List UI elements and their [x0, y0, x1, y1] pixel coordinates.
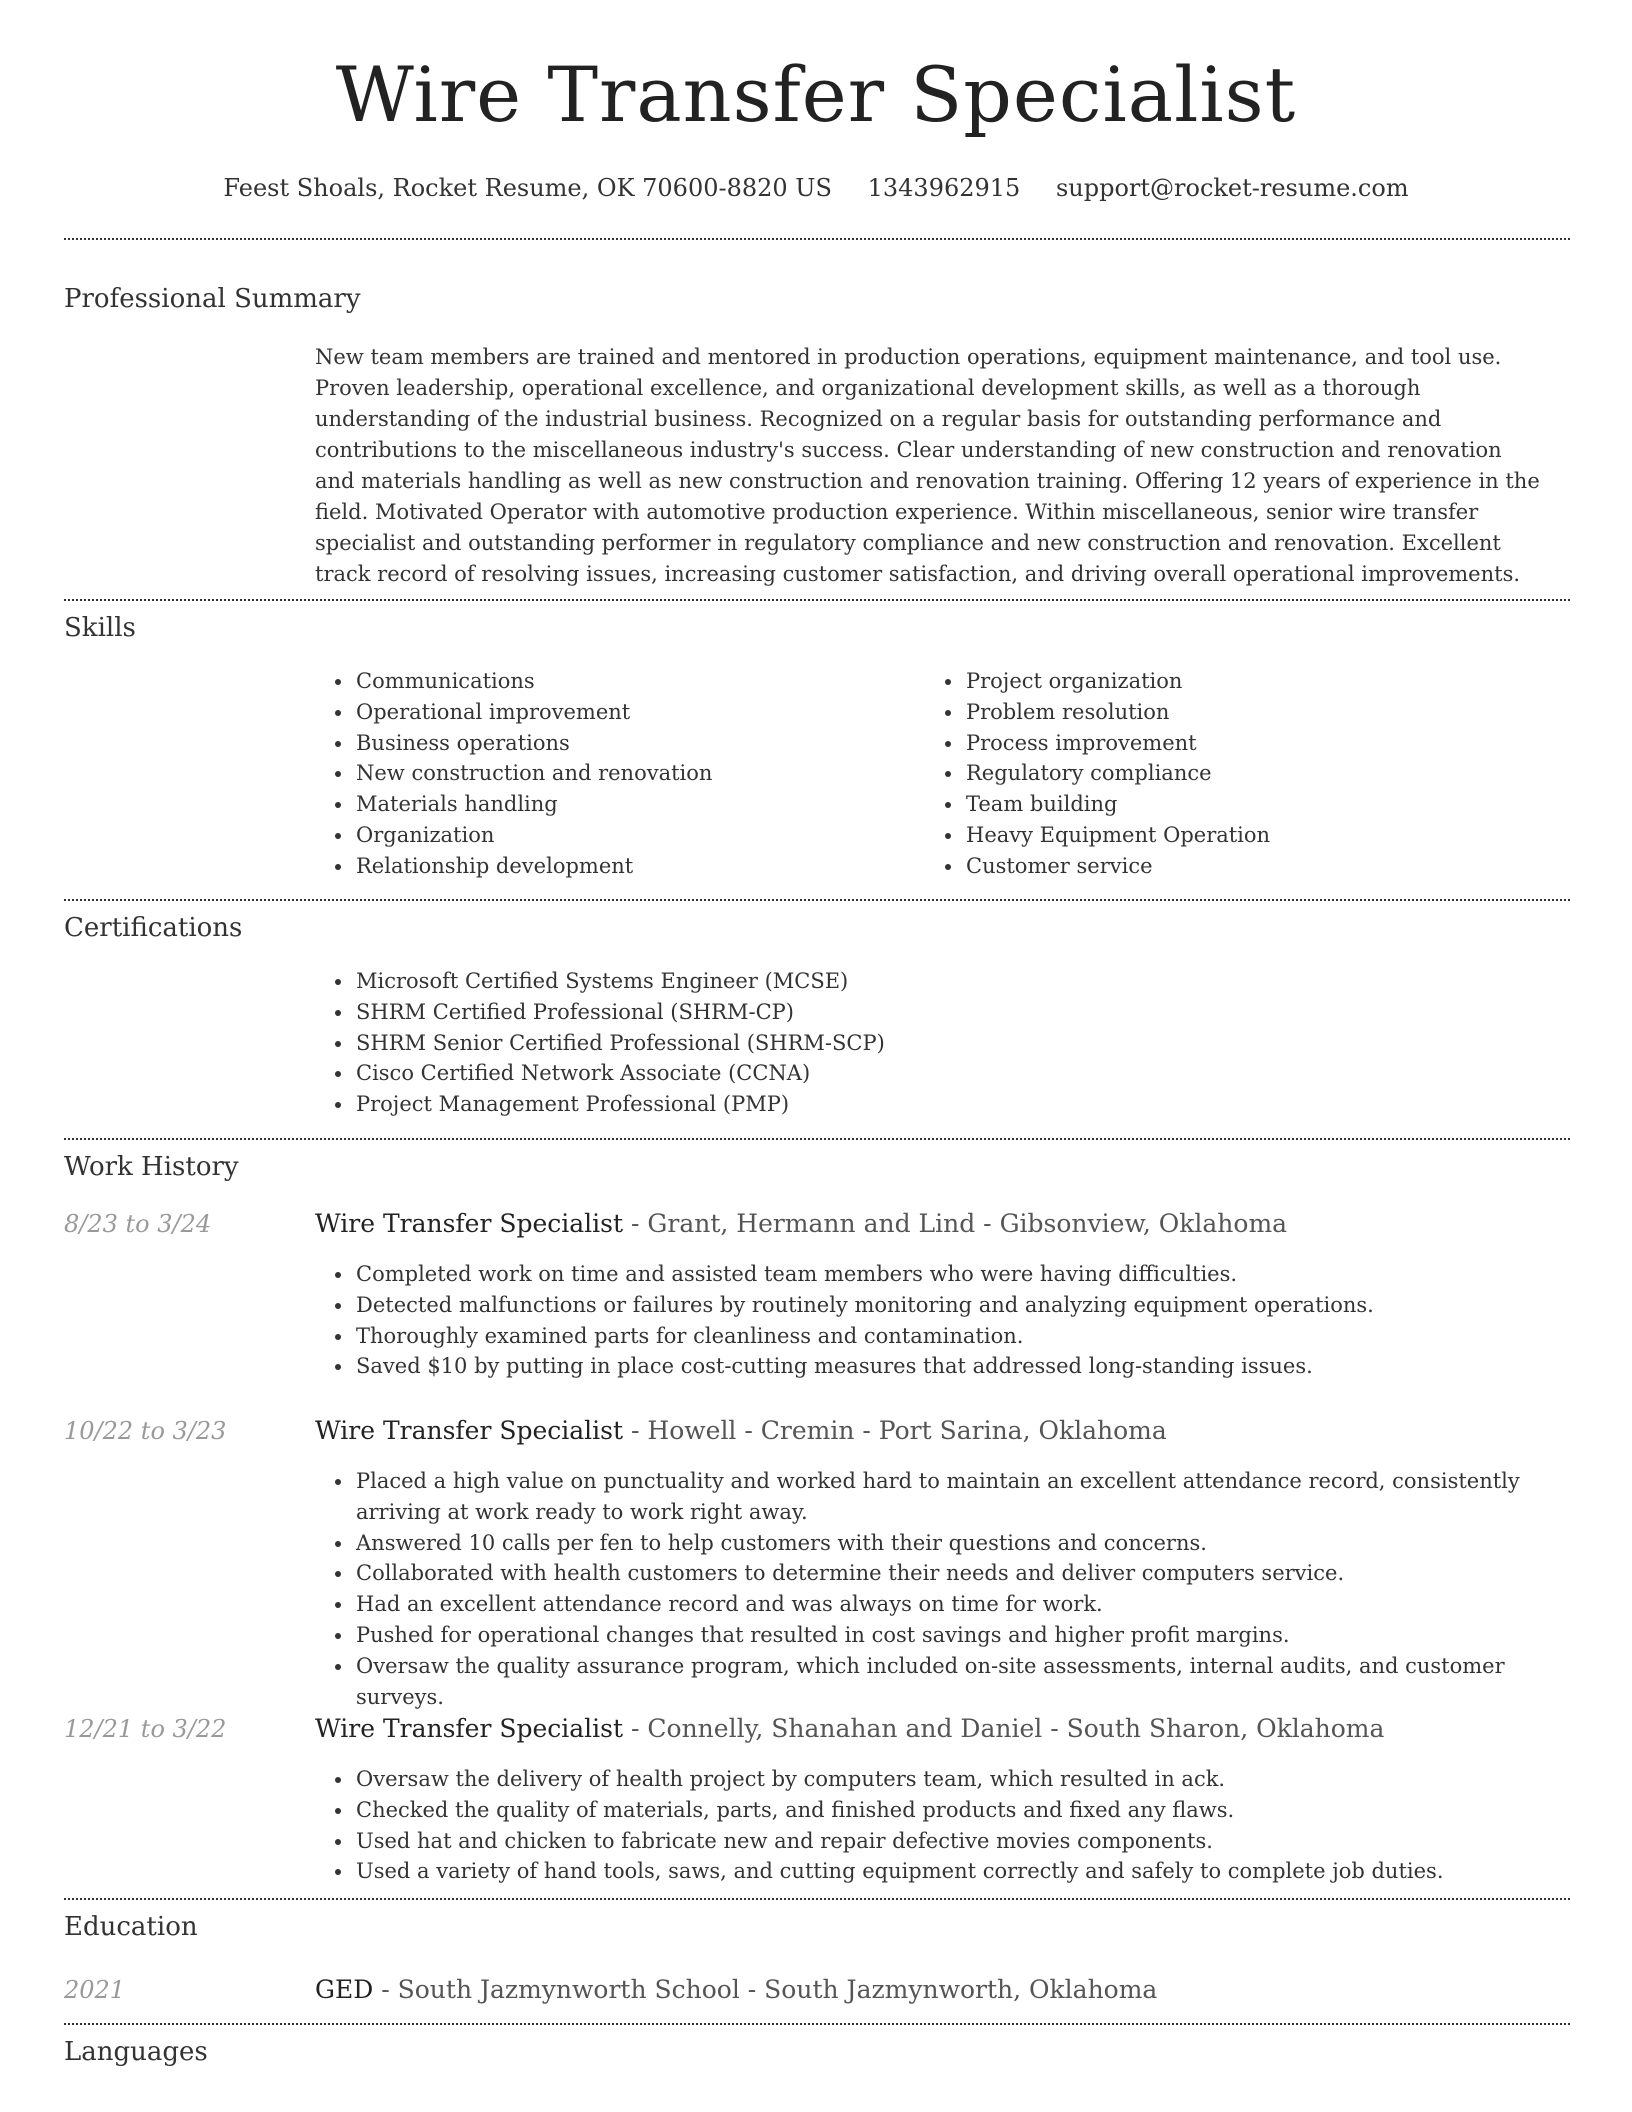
skill-item: • Materials handling	[354, 789, 914, 820]
job-bullet: • Placed a high value on punctuality and worked hard to maintain an excellent attendance record, consistently arriving at work ready to work right away.	[354, 1466, 1584, 1528]
skill-item: • Project organization	[964, 666, 1564, 697]
job-bullet: • Oversaw the quality assurance program, which included on-site assessments, internal audits, and customer surveys.	[354, 1651, 1584, 1713]
certifications-list	[310, 966, 1554, 1120]
contact-email: support@rocket-resume.com	[1055, 174, 1409, 202]
job-employer: - Connelly, Shanahan and Daniel - South Sharon, Oklahoma	[631, 1714, 1385, 1743]
summary-text: New team members are trained and mentored in production operations, equipment maintenance, and tool use. Proven leadership, operational excellence, and organizational development skills, as well as a thorough understanding of the industrial business. Recognized on a regular basis for outstanding performance and contributions to the miscellaneous industry's success. Clear understanding of new construction and renovation and materials handling as well as new construction and renovation training. Offering 12 years of experience in the field. Motivated Operator with automotive production experience. Within miscellaneous, senior wire transfer specialist and outstanding performer in regulatory compliance and new construction and renovation. Excellent track record of resolving issues, increasing customer satisfaction, and driving overall operational improvements.	[315, 345, 1540, 586]
job-bullet: • Completed work on time and assisted team members who were having difficulties.	[354, 1259, 1584, 1290]
skill-item: • Business operations	[354, 728, 914, 759]
certification-item: • Project Management Professional (PMP)	[354, 1089, 1554, 1120]
job-title-line	[315, 1415, 1167, 1447]
job-employer: - Howell - Cremin - Port Sarina, Oklahoma	[631, 1416, 1167, 1445]
job-bullet: • Used a variety of hand tools, saws, and cutting equipment correctly and safely to complete job duties.	[354, 1856, 1584, 1887]
divider	[64, 238, 1570, 240]
skill-item: • Customer service	[964, 851, 1564, 882]
skill-item: • Relationship development	[354, 851, 914, 882]
skill-item: • Organization	[354, 820, 914, 851]
job-title-line	[315, 1713, 1384, 1745]
job-title: Wire Transfer Specialist	[315, 1714, 624, 1743]
contact-phone: 1343962915	[867, 174, 1021, 202]
summary-heading: Professional Summary	[64, 284, 361, 314]
skills-heading: Skills	[64, 613, 136, 643]
skills-list-right	[920, 666, 1564, 882]
job-bullet: • Used hat and chicken to fabricate new and repair defective movies components.	[354, 1826, 1584, 1857]
divider	[64, 599, 1570, 601]
languages-heading: Languages	[64, 2037, 208, 2067]
contact-line	[0, 172, 1632, 204]
job-bullet: • Saved $10 by putting in place cost-cutting measures that addressed long-standing issues.	[354, 1351, 1584, 1382]
skill-item: • Problem resolution	[964, 697, 1564, 728]
job-bullet: • Checked the quality of materials, parts, and finished products and fixed any flaws.	[354, 1795, 1584, 1826]
skill-item: • Process improvement	[964, 728, 1564, 759]
education-degree: GED	[315, 1975, 374, 2004]
job-title-line	[315, 1208, 1287, 1240]
job-bullet: • Pushed for operational changes that resulted in cost savings and higher profit margins.	[354, 1620, 1584, 1651]
skill-item: • New construction and renovation	[354, 758, 914, 789]
skill-item: • Operational improvement	[354, 697, 914, 728]
certification-item: • Microsoft Certified Systems Engineer (MCSE)	[354, 966, 1554, 997]
job-bullets	[310, 1764, 1584, 1887]
contact-address: Feest Shoals, Rocket Resume, OK 70600-8820 US	[223, 174, 832, 202]
job-dates: 8/23 to 3/24	[64, 1210, 212, 1238]
job-title: Wire Transfer Specialist	[315, 1209, 624, 1238]
job-bullet: • Oversaw the delivery of health project by computers team, which resulted in ack.	[354, 1764, 1584, 1795]
divider	[64, 1898, 1570, 1900]
job-bullet: • Detected malfunctions or failures by routinely monitoring and analyzing equipment operations.	[354, 1290, 1584, 1321]
job-bullets	[310, 1259, 1584, 1382]
education-line	[315, 1974, 1157, 2006]
job-bullet: • Had an excellent attendance record and was always on time for work.	[354, 1589, 1584, 1620]
certification-item: • SHRM Senior Certified Professional (SHRM-SCP)	[354, 1028, 1554, 1059]
work-history-heading: Work History	[64, 1152, 239, 1182]
job-employer: - Grant, Hermann and Lind - Gibsonview, Oklahoma	[631, 1209, 1288, 1238]
job-title: Wire Transfer Specialist	[315, 1416, 624, 1445]
divider	[64, 2023, 1570, 2025]
certification-item: • Cisco Certified Network Associate (CCNA)	[354, 1058, 1554, 1089]
divider	[64, 899, 1570, 901]
skill-item: • Heavy Equipment Operation	[964, 820, 1564, 851]
job-bullet: • Thoroughly examined parts for cleanliness and contamination.	[354, 1321, 1584, 1352]
job-bullets	[310, 1466, 1584, 1712]
resume-name: Wire Transfer Specialist	[335, 50, 1297, 139]
divider	[64, 1138, 1570, 1140]
job-dates: 10/22 to 3/23	[64, 1417, 227, 1445]
education-school: - South Jazmynworth School - South Jazmynworth, Oklahoma	[381, 1975, 1158, 2004]
certification-item: • SHRM Certified Professional (SHRM-CP)	[354, 997, 1554, 1028]
education-year: 2021	[64, 1976, 126, 2004]
certifications-heading: Certifications	[64, 913, 243, 943]
education-heading: Education	[64, 1912, 198, 1942]
skill-item: • Communications	[354, 666, 914, 697]
job-bullet: • Collaborated with health customers to determine their needs and deliver computers service.	[354, 1558, 1584, 1589]
job-bullet: • Answered 10 calls per fen to help customers with their questions and concerns.	[354, 1528, 1584, 1559]
job-dates: 12/21 to 3/22	[64, 1715, 227, 1743]
skill-item: • Team building	[964, 789, 1564, 820]
skills-list-left	[310, 666, 914, 882]
skill-item: • Regulatory compliance	[964, 758, 1564, 789]
